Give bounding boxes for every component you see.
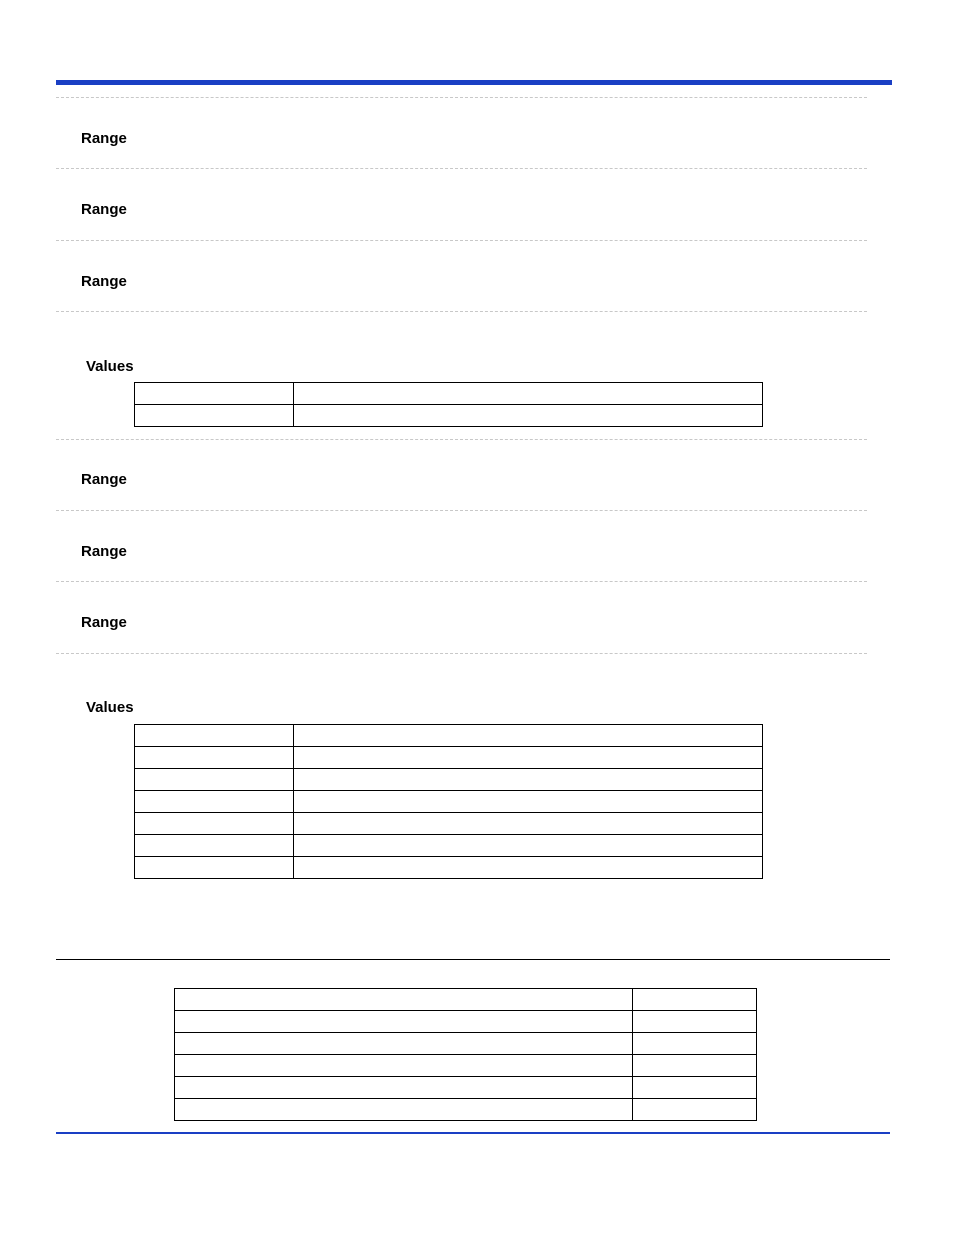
separator — [56, 97, 867, 98]
range-label: Range — [81, 471, 127, 488]
range-label: Range — [81, 273, 127, 290]
separator — [56, 311, 867, 312]
table-cell — [633, 1055, 757, 1077]
table-row — [175, 1099, 757, 1121]
table-cell — [175, 989, 633, 1011]
summary-table — [174, 988, 757, 1121]
values-table — [134, 382, 763, 427]
separator — [56, 439, 867, 440]
table-cell — [294, 835, 763, 857]
table-row — [135, 813, 763, 835]
table-cell — [175, 1011, 633, 1033]
table-row — [175, 989, 757, 1011]
table-cell — [633, 989, 757, 1011]
table-row — [135, 857, 763, 879]
range-label: Range — [81, 201, 127, 218]
table-cell — [175, 1055, 633, 1077]
table-cell — [135, 835, 294, 857]
table-cell — [294, 857, 763, 879]
table-cell — [294, 747, 763, 769]
table-cell — [294, 405, 763, 427]
table-row — [175, 1033, 757, 1055]
separator — [56, 581, 867, 582]
table-row — [175, 1077, 757, 1099]
table-cell — [135, 769, 294, 791]
table-cell — [175, 1099, 633, 1121]
table-row — [135, 769, 763, 791]
table-cell — [135, 747, 294, 769]
range-label: Range — [81, 614, 127, 631]
table-cell — [175, 1077, 633, 1099]
header-rule — [56, 80, 892, 85]
separator — [56, 240, 867, 241]
table-cell — [294, 813, 763, 835]
range-label: Range — [81, 543, 127, 560]
table-row — [135, 725, 763, 747]
table-row — [175, 1011, 757, 1033]
table-row — [135, 747, 763, 769]
table-cell — [633, 1033, 757, 1055]
table-cell — [294, 769, 763, 791]
table-cell — [135, 383, 294, 405]
table-cell — [294, 725, 763, 747]
separator — [56, 168, 867, 169]
values-label: Values — [86, 358, 134, 375]
table-cell — [294, 383, 763, 405]
table-cell — [633, 1099, 757, 1121]
separator — [56, 510, 867, 511]
table-cell — [633, 1011, 757, 1033]
values-table — [134, 724, 763, 879]
table-row — [175, 1055, 757, 1077]
table-row — [135, 383, 763, 405]
range-label: Range — [81, 130, 127, 147]
footer-rule — [56, 1132, 890, 1134]
table-cell — [294, 791, 763, 813]
table-cell — [135, 857, 294, 879]
table-cell — [135, 725, 294, 747]
table-row — [135, 791, 763, 813]
table-cell — [135, 813, 294, 835]
table-row — [135, 405, 763, 427]
section-rule — [56, 959, 890, 960]
table-cell — [633, 1077, 757, 1099]
table-cell — [135, 791, 294, 813]
table-cell — [135, 405, 294, 427]
table-cell — [175, 1033, 633, 1055]
table-row — [135, 835, 763, 857]
separator — [56, 653, 867, 654]
values-label: Values — [86, 699, 134, 716]
